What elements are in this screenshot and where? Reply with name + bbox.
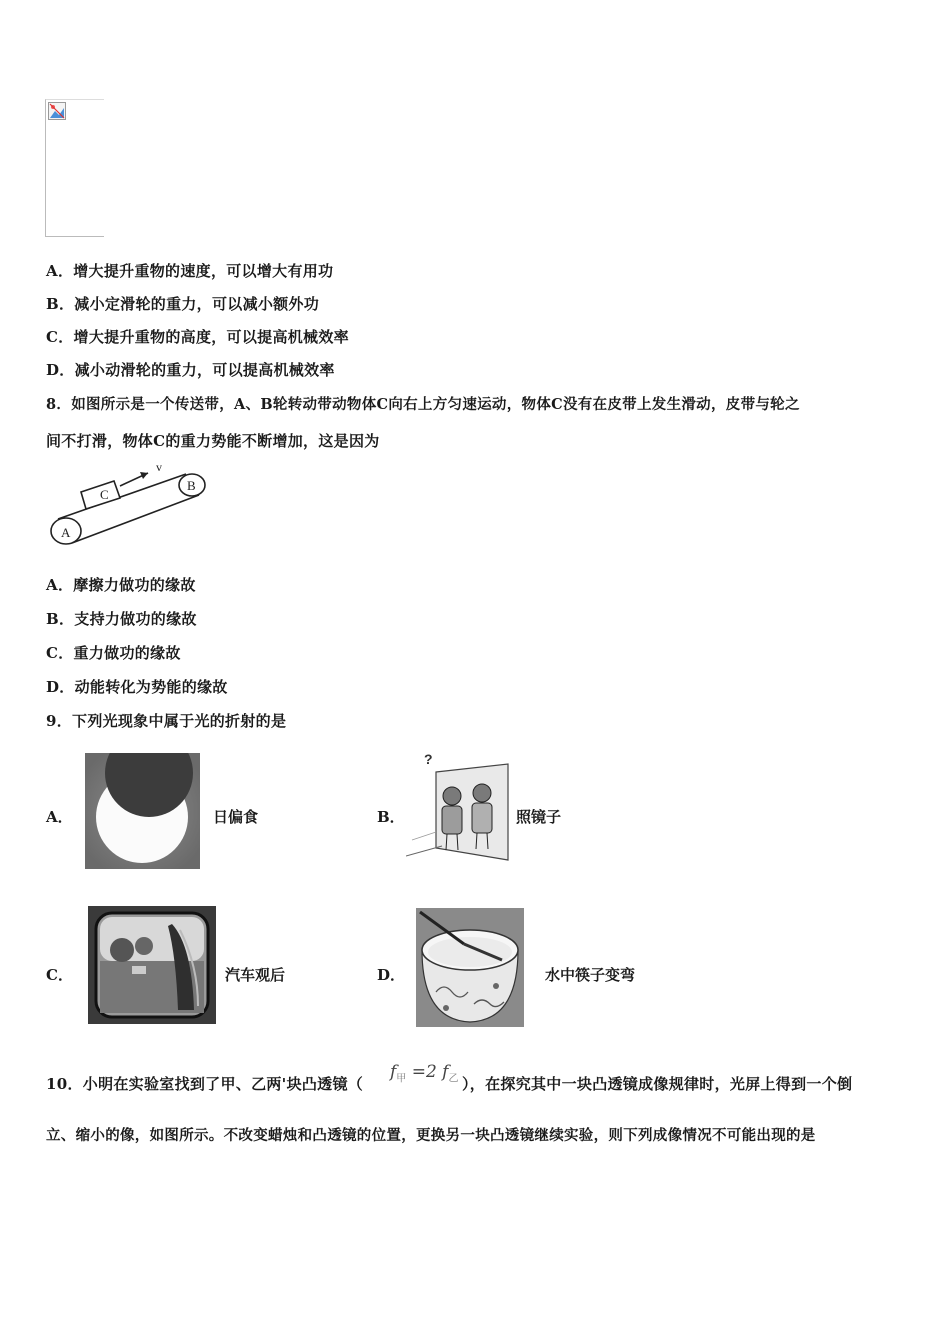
- q9-option-c-letter: C．: [46, 966, 73, 984]
- q9-option-a-letter: A．: [46, 808, 73, 826]
- formula-f2: f: [442, 1062, 449, 1082]
- car-rearview-mirror-photo: [88, 906, 216, 1024]
- q9-option-b-letter: B．: [377, 808, 405, 826]
- conveyor-belt-figure: [44, 458, 214, 550]
- figure-label-v: v: [156, 460, 162, 474]
- q9-option-c-caption: 汽车观后: [225, 966, 286, 984]
- q7-option-a: A．增大提升重物的速度，可以增大有用功: [46, 262, 334, 280]
- q9-option-b-caption: 照镜子: [516, 808, 562, 826]
- q7-option-b: B．减小定滑轮的重力，可以减小额外功: [46, 295, 320, 313]
- q7-option-c: C．增大提升重物的高度，可以提高机械效率: [46, 328, 349, 346]
- q8-option-b: B．支持力做功的缘故: [46, 610, 197, 628]
- figure-label-b: B: [187, 478, 196, 493]
- formula-sub-jia: 甲: [396, 1073, 407, 1085]
- q9-option-d-caption: 水中筷子变弯: [545, 966, 636, 984]
- figure-label-a: A: [61, 525, 71, 540]
- q8-option-d: D．动能转化为势能的缘故: [46, 678, 228, 696]
- q9-option-d-letter: D．: [377, 966, 406, 984]
- broken-image-icon: [48, 102, 66, 120]
- q8-stem-line1: 8．如图所示是一个传送带，A、B轮转动带动物体C向右上方匀速运动，物体C没有在皮带上发生滑动，皮带与轮之: [46, 396, 800, 413]
- formula-f1: f: [390, 1062, 397, 1082]
- q10-stem-line1-pre: 10．小明在实验室找到了甲、乙两'块凸透镜（: [46, 1075, 364, 1093]
- q8-option-a: A．摩擦力做功的缘故: [46, 576, 196, 594]
- q7-option-d: D．减小动滑轮的重力，可以提高机械效率: [46, 361, 335, 379]
- formula-sub-yi: 乙: [448, 1073, 459, 1085]
- broken-image-placeholder: [45, 99, 104, 237]
- q10-stem-line1-post: ），在探究其中一块凸透镜成像规律时，光屏上得到一个倒: [462, 1075, 853, 1093]
- q10-focal-formula: [390, 1062, 458, 1084]
- figure-label-c: C: [100, 487, 109, 502]
- mirror-boys-illustration: [406, 748, 510, 862]
- question-mark: ?: [424, 751, 433, 767]
- q8-option-c: C．重力做功的缘故: [46, 644, 181, 662]
- q9-stem: 9．下列光现象中属于光的折射的是: [46, 712, 287, 730]
- bowl-chopstick-photo: [416, 908, 524, 1027]
- q9-option-a-caption: 日偏食: [213, 808, 259, 826]
- partial-eclipse-photo: [85, 753, 200, 869]
- formula-equals-two: =2: [406, 1062, 443, 1082]
- q8-stem-line2: 间不打滑，物体C的重力势能不断增加，这是因为: [46, 432, 380, 450]
- q10-stem-line2: 立、缩小的像，如图所示。不改变蜡烛和凸透镜的位置，更换另一块凸透镜继续实验，则下列成像情况不可能出现的是: [46, 1127, 816, 1144]
